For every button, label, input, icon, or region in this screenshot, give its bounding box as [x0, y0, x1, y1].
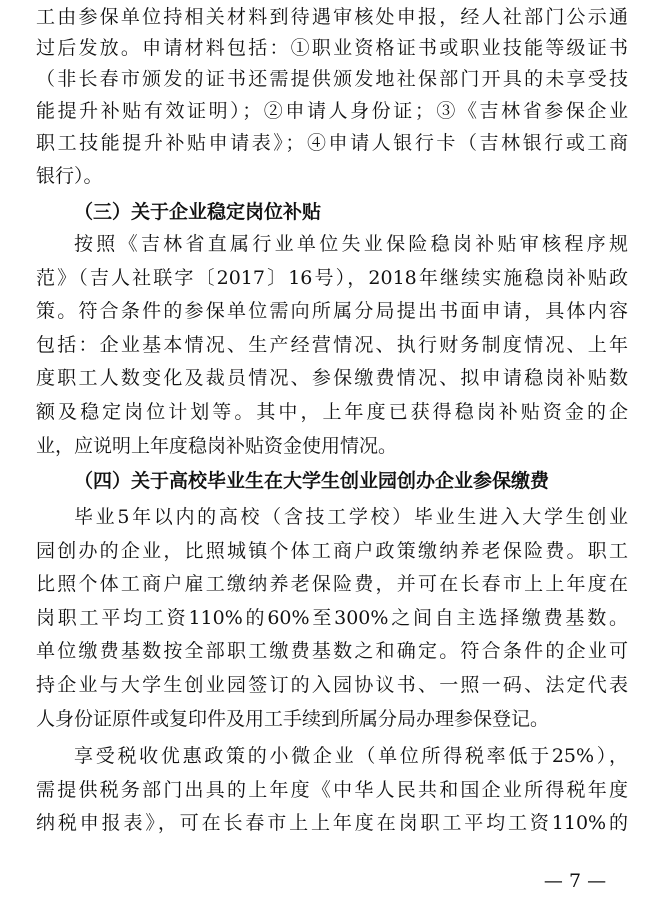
body-text-line: 需提供税务部门出具的上年度《中华人民共和国企业所得税年度 [36, 779, 628, 801]
paragraph-first-line: 按照《吉林省直属行业单位失业保险稳岗补贴审核程序规 [74, 233, 628, 255]
body-text-line: 人身份证原件或复印件及用工手续到所属分局办理参保登记。 [36, 708, 550, 730]
body-text-line: 银行）。 [36, 165, 103, 187]
body-text-line: （非长春市颁发的证书还需提供颁发地社保部门开具的未享受技 [36, 68, 628, 90]
body-text-line: 策。符合条件的参保单位需向所属分局提出书面申请，具体内容 [36, 300, 628, 322]
body-text-line: 包括：企业基本情况、生产经营情况、执行财务制度情况、上年 [36, 334, 628, 356]
section-heading: （四）关于高校毕业生在大学生创业园创办企业参保缴费 [74, 470, 550, 492]
body-text-line: 额及稳定岗位计划等。其中，上年度已获得稳岗补贴资金的企 [36, 401, 628, 423]
body-text-line: 比照个体工商户雇工缴纳养老保险费，并可在长春市上上年度在 [36, 573, 628, 595]
body-text-line: 岗职工平均工资110%的60%至300%之间自主选择缴费基数。 [36, 607, 628, 629]
page-number: — 7 — [543, 870, 607, 892]
body-text-line: 单位缴费基数按全部职工缴费基数之和确定。符合条件的企业可 [36, 640, 628, 662]
section-heading: （三）关于企业稳定岗位补贴 [74, 201, 322, 223]
body-text-line: 业，应说明上年度稳岗补贴资金使用情况。 [36, 435, 398, 457]
body-text-line: 持企业与大学生创业园签订的入园协议书、一照一码、法定代表 [36, 674, 628, 696]
body-text-line: 能提升补贴有效证明）；②申请人身份证；③《吉林省参保企业 [36, 100, 628, 122]
body-text-line: 过后发放。申请材料包括：①职业资格证书或职业技能等级证书 [36, 37, 628, 59]
paragraph-first-line: 享受税收优惠政策的小微企业（单位所得税率低于25%）， [74, 745, 628, 767]
body-text-line: 度职工人数变化及裁员情况、参保缴费情况、拟申请稳岗补贴数 [36, 367, 628, 389]
body-text-line: 工由参保单位持相关材料到待遇审核处申报，经人社部门公示通 [36, 6, 628, 28]
body-text-line: 园创办的企业，比照城镇个体工商户政策缴纳养老保险费。职工 [36, 540, 628, 562]
body-text-line: 范》（吉人社联字〔2017〕16号），2018年继续实施稳岗补贴政 [36, 267, 628, 289]
body-text-line: 纳税申报表》，可在长春市上上年度在岗职工平均工资110%的 [36, 812, 628, 834]
body-text-line: 职工技能提升补贴申请表》；④申请人银行卡（吉林银行或工商 [36, 132, 628, 154]
paragraph-first-line: 毕业5年以内的高校（含技工学校）毕业生进入大学生创业 [74, 506, 628, 528]
